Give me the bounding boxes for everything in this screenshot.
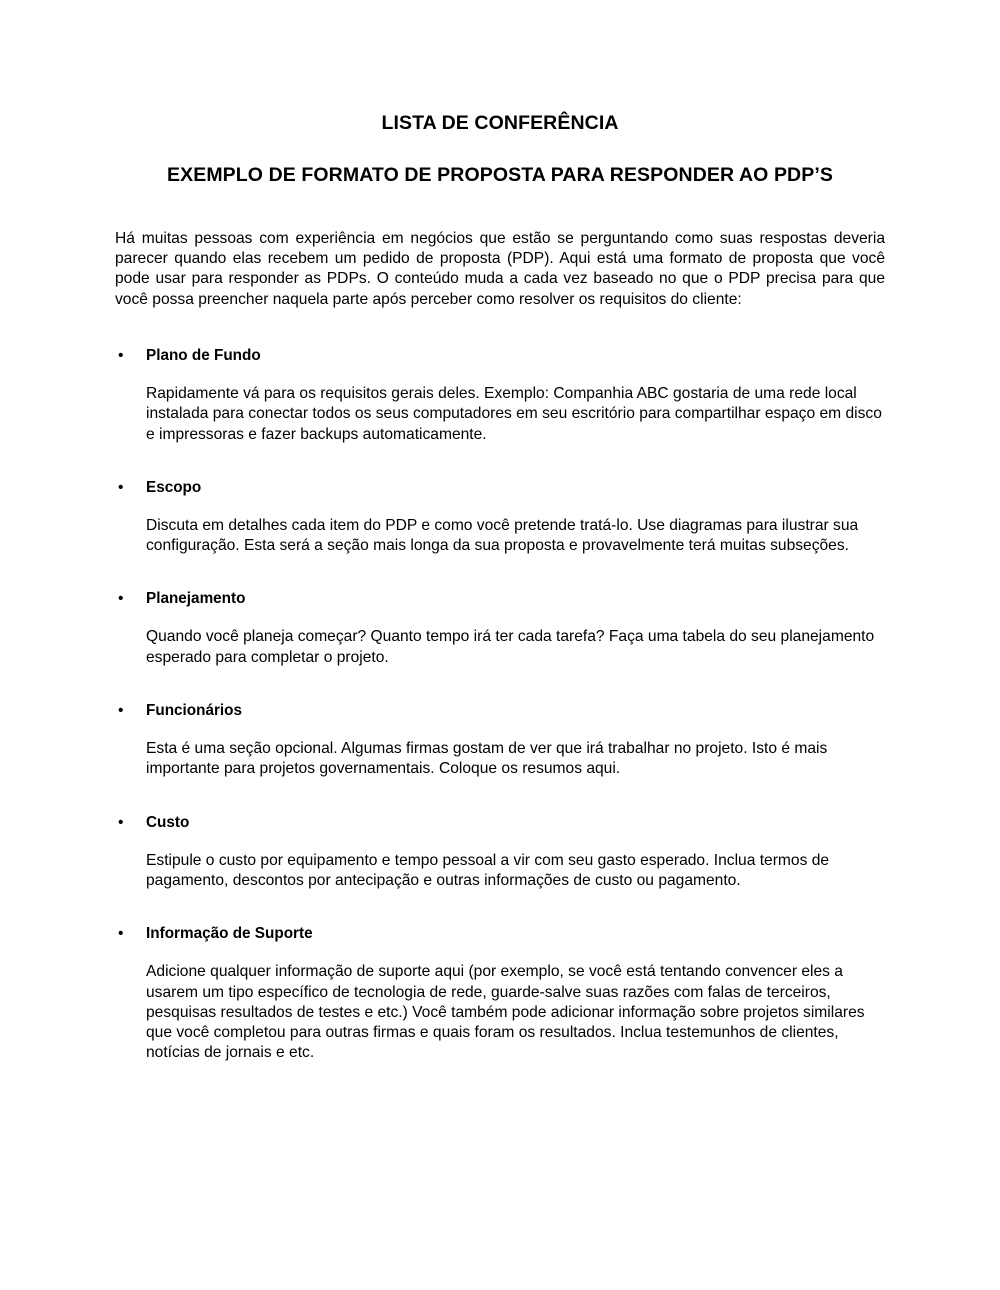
- bullet-icon: •: [118, 478, 124, 496]
- section-heading: Planejamento: [146, 590, 246, 608]
- intro-paragraph: Há muitas pessoas com experiência em negócios que estão se perguntando como suas respostas deveria parecer quando elas recebem um pedido de proposta (PDP). Aqui está uma formato de proposta que você pode usar para responder as PDPs. O conteúdo muda a cada vez baseado no que o PDP precisa para que você possa preencher naquela parte após perceber como resolver os requisitos do cliente:: [115, 229, 885, 308]
- section-heading: Funcionários: [146, 702, 243, 720]
- page-title: LISTA DE CONFERÊNCIA: [381, 112, 619, 134]
- section-heading: Plano de Fundo: [146, 346, 261, 364]
- section-body: Esta é uma seção opcional. Algumas firmas gostam de ver que irá trabalhar no projeto. Isto é mais importante para projetos governamentais. Coloque os resumos aqui.: [146, 740, 828, 778]
- section-body: Estipule o custo por equipamento e tempo pessoal a vir com seu gasto esperado. Inclua termos de pagamento, descontos por antecipação e outras informações de custo ou pagamento.: [146, 851, 830, 889]
- list-item: [115, 924, 885, 1063]
- section-body: Quando você planeja começar? Quanto tempo irá ter cada tarefa? Faça uma tabela do seu planejamento esperado para completar o projeto.: [146, 628, 875, 666]
- section-body: Rapidamente vá para os requisitos gerais deles. Exemplo: Companhia ABC gostaria de uma rede local instalada para conectar todos os seus computadores em seu escritório para compartilhar espaço em disco e impressoras e fazer backups automaticamente.: [146, 384, 882, 443]
- list-item: [115, 346, 885, 445]
- bullet-icon: •: [118, 346, 124, 364]
- bullet-icon: •: [118, 925, 124, 943]
- section-heading: Custo: [146, 813, 190, 831]
- section-list: [115, 346, 885, 1064]
- bullet-icon: •: [118, 813, 124, 831]
- section-body: Adicione qualquer informação de suporte aqui (por exemplo, se você está tentando convencer eles a usarem um tipo específico de tecnologia de rede, guarde-salve suas razões com falas de terceiros, pesquisas resultados de testes e etc.) Você também pode adicionar informação sobre projetos similares que você completou para outras firmas e quais foram os resultados. Inclua testemunhos de clientes, notícias de jornais e etc.: [146, 963, 865, 1062]
- bullet-icon: •: [118, 702, 124, 720]
- document-content: [115, 0, 885, 1064]
- section-body: Discuta em detalhes cada item do PDP e como você pretende tratá-lo. Use diagramas para ilustrar sua configuração. Esta será a seção mais longa da sua proposta e provavelmente terá muitas subseções.: [146, 516, 859, 555]
- list-item: [115, 813, 885, 892]
- section-heading: Escopo: [146, 478, 202, 496]
- list-item: [115, 701, 885, 780]
- list-item: [115, 478, 885, 557]
- list-item: [115, 589, 885, 668]
- bullet-icon: •: [118, 590, 124, 608]
- section-heading: Informação de Suporte: [146, 925, 313, 943]
- page-subtitle: EXEMPLO DE FORMATO DE PROPOSTA PARA RESPONDER AO PDP’S: [167, 164, 833, 187]
